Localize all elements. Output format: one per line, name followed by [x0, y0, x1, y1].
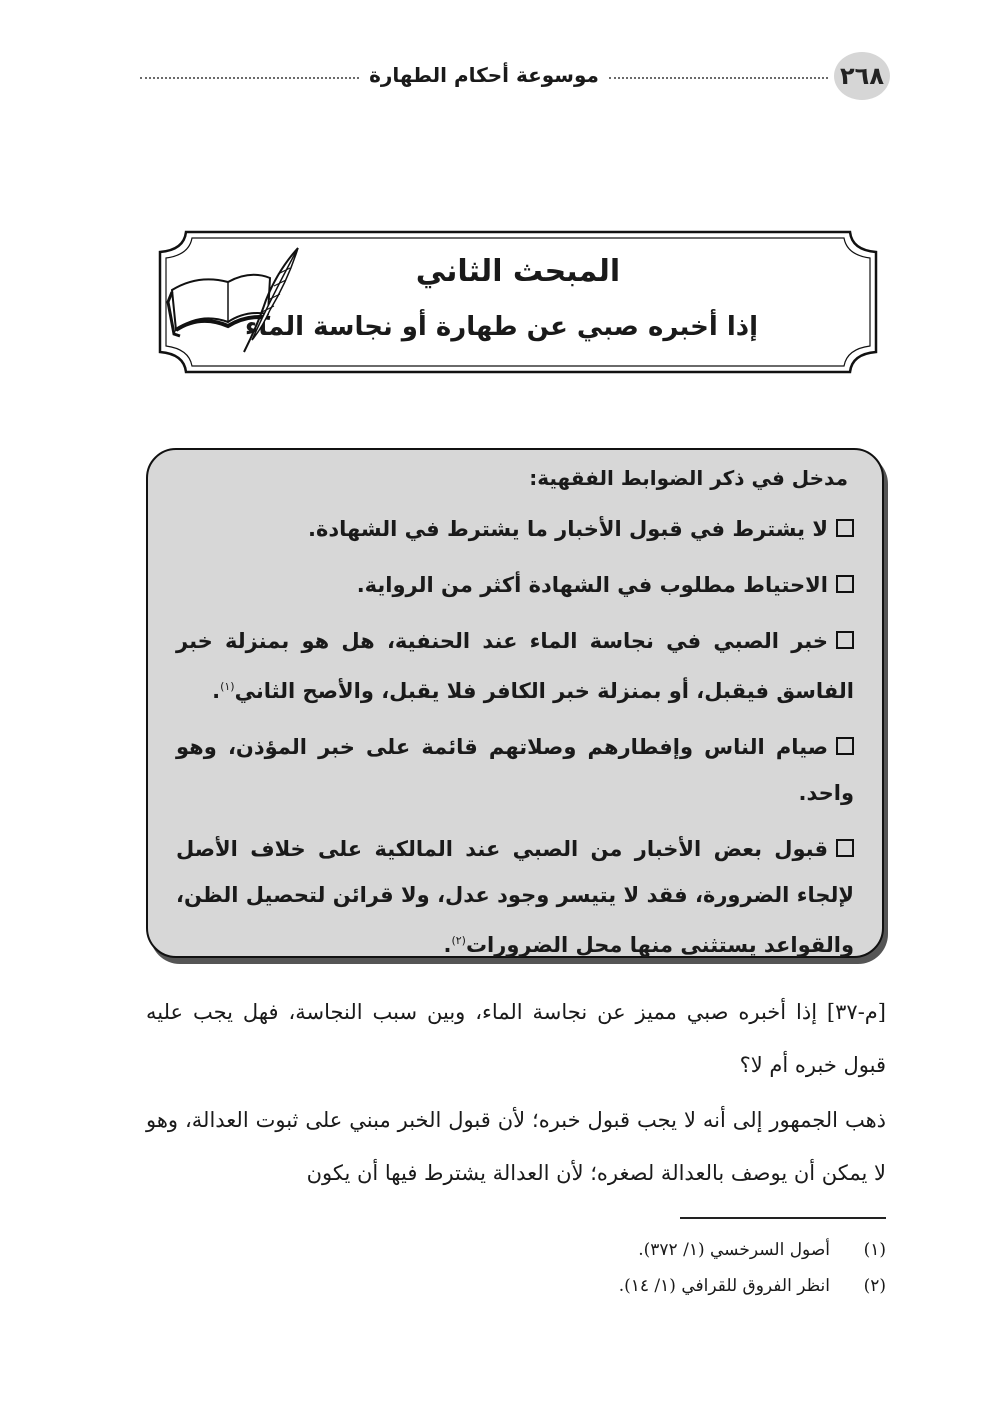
- guideline-item: لا يشترط في قبول الأخبار ما يشترط في الشهادة.: [176, 506, 854, 552]
- book-quill-icon: [158, 240, 308, 358]
- guideline-item: قبول بعض الأخبار من الصبي عند المالكية على خلاف الأصل لإلجاء الضرورة، فقد لا يتيسر وجود عدل، ولا قرائن لتحصيل الظن، والقواعد يستثنى منها محل الضرورات$^{(٢)}$.: [176, 837, 854, 957]
- guideline-item: الاحتياط مطلوب في الشهادة أكثر من الرواية.: [176, 562, 854, 608]
- footnotes: [146, 1232, 886, 1304]
- checkbox-icon: [836, 839, 854, 857]
- footnote-divider: [680, 1217, 886, 1219]
- page-header: [140, 44, 890, 104]
- footnote: [146, 1268, 886, 1304]
- footnote-text: انظر الفروق للقرافي (١/ ١٤).: [618, 1276, 830, 1296]
- body-paragraph: [م-٣٧] إذا أخبره صبي مميز عن نجاسة الماء، وبين سبب النجاسة، فهل يجب عليه قبول خبره أم لا؟: [146, 1000, 886, 1077]
- guidelines-heading: مدخل في ذكر الضوابط الفقهية:: [529, 466, 848, 490]
- footnote-text: أصول السرخسي (١/ ٣٧٢).: [638, 1240, 830, 1260]
- header-dots-left: [140, 77, 359, 79]
- section-title: المبحث الثاني: [415, 254, 621, 289]
- footnote-ref: (١): [220, 680, 235, 693]
- checkbox-icon: [836, 737, 854, 755]
- footnote: [146, 1232, 886, 1268]
- section-subtitle: إذا أخبره صبي عن طهارة أو نجاسة الماء: [244, 312, 758, 342]
- guideline-item: خبر الصبي في نجاسة الماء عند الحنفية، هل هو بمنزلة خبر الفاسق فيقبل، أو بمنزلة خبر الكافر فلا يقبل، والأصح الثاني$^{(١)}$.: [176, 629, 854, 703]
- body-paragraph: ذهب الجمهور إلى أنه لا يجب قبول خبره؛ لأن قبول الخبر مبني على ثبوت العدالة، وهو لا يمكن أن يوصف بالعدالة لصغره؛ لأن العدالة يشترط فيها أن يكون: [146, 1108, 886, 1185]
- checkbox-icon: [836, 631, 854, 649]
- footnote-ref: (٢): [451, 934, 466, 947]
- footnote-number: (١): [863, 1240, 886, 1260]
- guideline-item: صيام الناس وإفطارهم وصلاتهم قائمة على خبر المؤذن، وهو واحد.: [176, 735, 854, 805]
- checkbox-icon: [836, 519, 854, 537]
- header-dots-right: [609, 77, 828, 79]
- section-title-frame: [148, 228, 888, 376]
- footnote-number: (٢): [863, 1276, 886, 1296]
- checkbox-icon: [836, 575, 854, 593]
- book-title: موسوعة أحكام الطهارة: [369, 63, 599, 87]
- guidelines-box: [146, 448, 884, 958]
- header-title-row: [140, 58, 828, 92]
- page-number: ٢٦٨: [834, 52, 890, 100]
